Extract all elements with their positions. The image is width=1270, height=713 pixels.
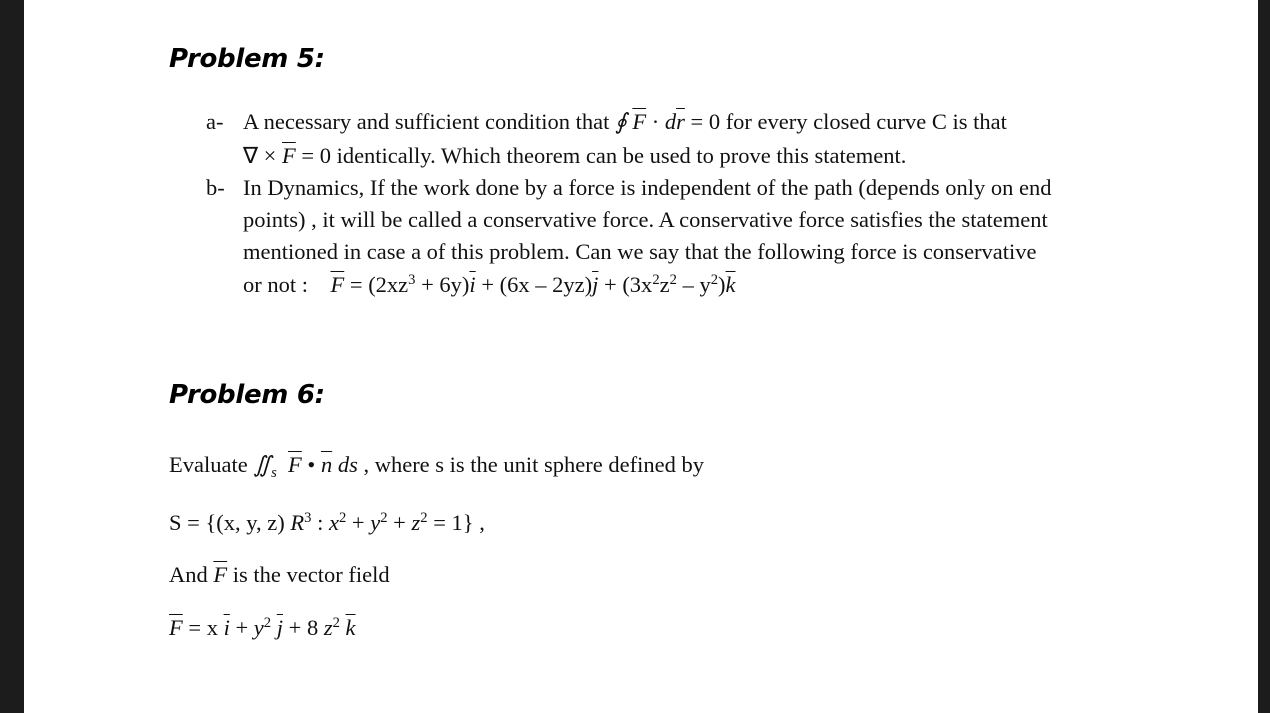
item-a-label: a- <box>206 109 224 134</box>
force-equation: $\overline{F} = (2xz^3 + 6y)\overline{i} + (6x - 2yz)\overline{j} + (3x^2z^2 - y^2)\overline{k}$ <box>330 271 736 297</box>
document-page <box>24 0 1258 713</box>
item-b-label: b- <box>206 175 225 200</box>
problem-6-line-4: $\overline{F} = x$ $\overline{i} + y^2$ $\overline{j} + 8$ $z^2$ $\overline{k}$ <box>169 614 356 640</box>
problem-6-heading: Problem 6: <box>169 380 325 410</box>
item-b-line-2: points) , it will be called a conservative force. A conservative force satisfies the statement <box>243 207 1048 232</box>
item-a-line-1: A necessary and sufficient condition that ∮ $\overline{F} \cdot d\overline{r} = 0$ for every closed curve C is that <box>243 109 1007 134</box>
item-b-line-4: or not : $\overline{F} = (2xz^3 + 6y)\overline{i} + (6x - 2yz)\overline{j} + (3x^2z^2 - y^2)\overline{k}$ <box>243 271 736 297</box>
problem-6-line-3: And $\overline{F}$ is the vector field <box>169 562 390 587</box>
item-a-line-2: ∇ × $\overline{F} = 0$ identically. Which theorem can be used to prove this statement. <box>243 143 907 168</box>
problem-6-line-2: S = {(x, y, z) $R^3$ : $x^2 + y^2 + z^2 = 1$} , <box>169 509 485 535</box>
item-b-line-3: mentioned in case a of this problem. Can we say that the following force is conservative <box>243 239 1037 264</box>
problem-5-heading: Problem 5: <box>169 44 325 74</box>
problem-6-line-1: Evaluate $∬_s$ $\overline{F}$ • $\overline{n}$ ds , where s is the unit sphere defined by <box>169 452 704 482</box>
item-b-line-1: In Dynamics, If the work done by a force is independent of the path (depends only on end <box>243 175 1052 200</box>
